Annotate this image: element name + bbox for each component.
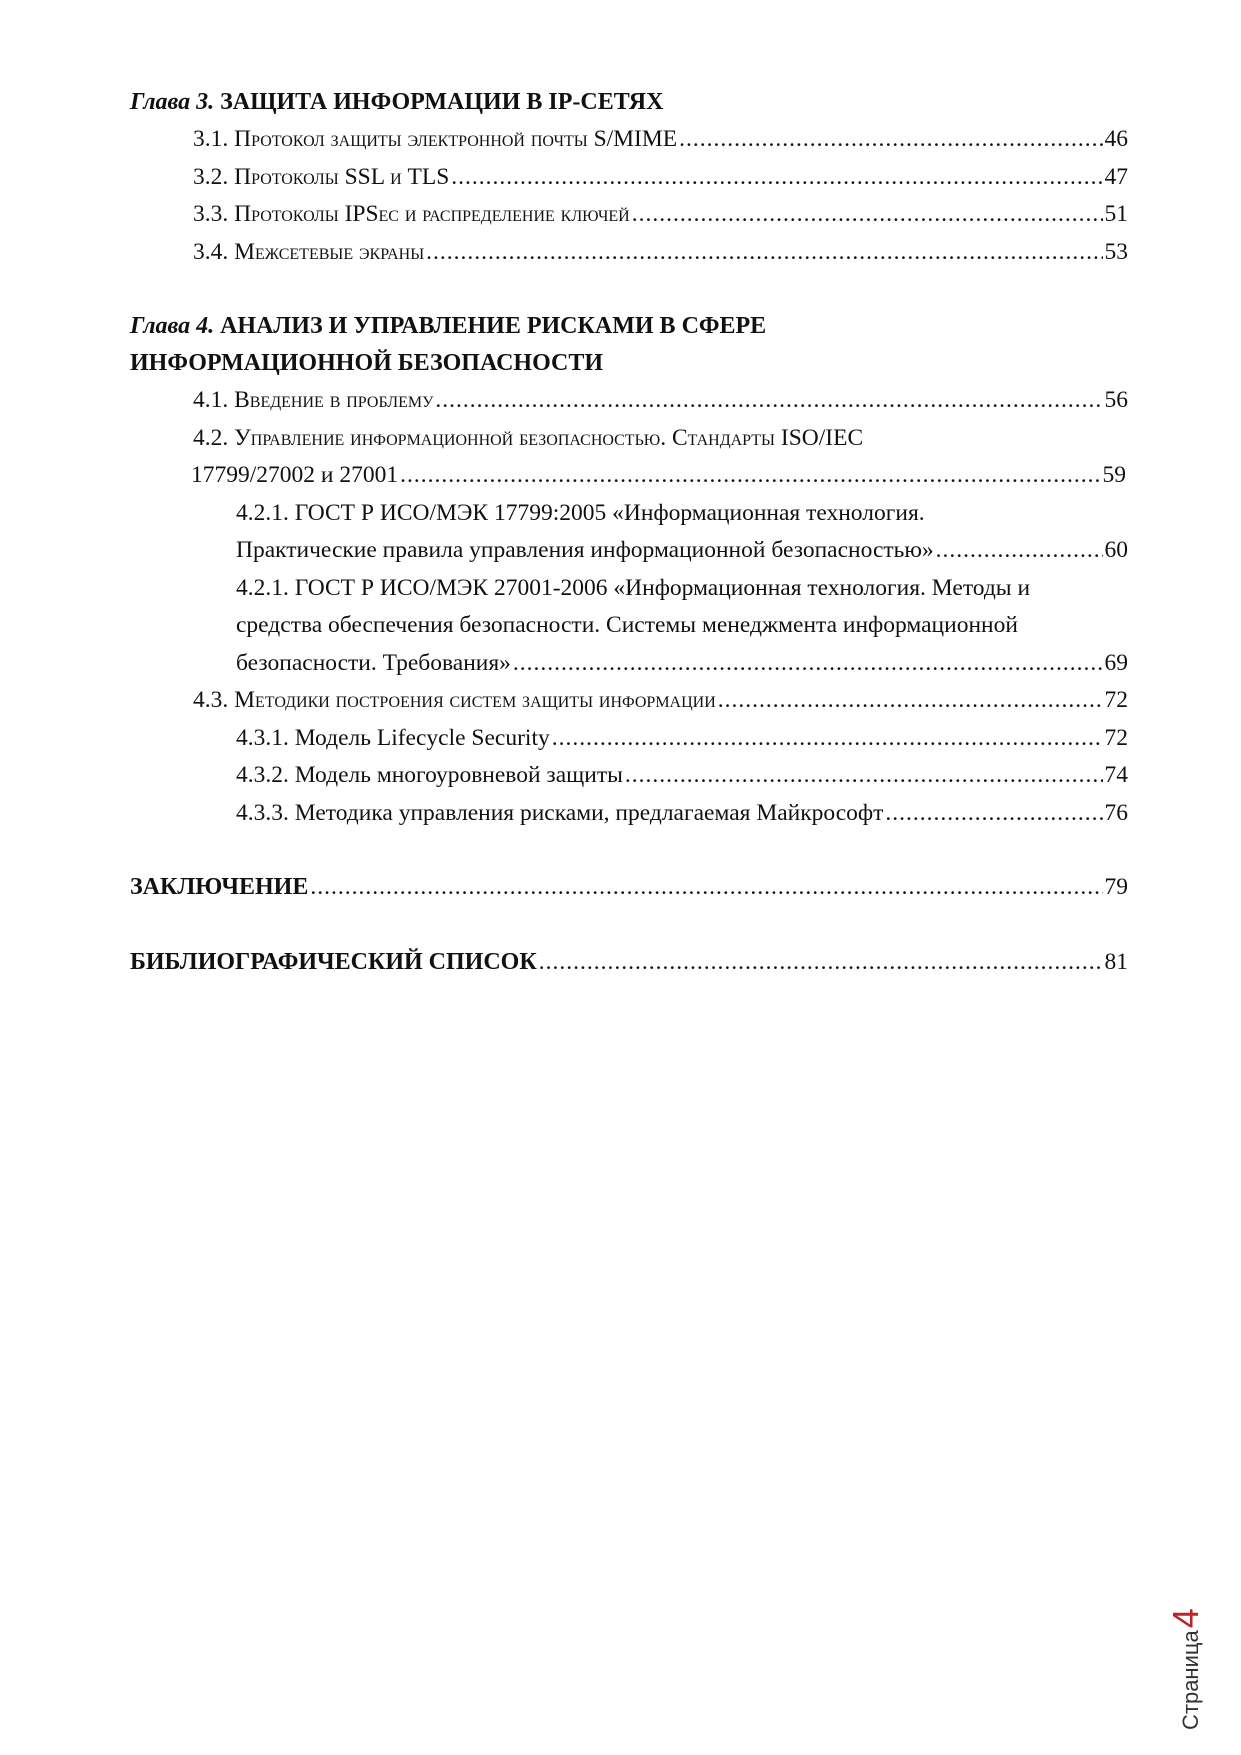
toc-entry-4-3[interactable] [130, 682, 1128, 720]
toc-entry-text: БИБЛИОГРАФИЧЕСКИЙ СПИСОК [130, 948, 537, 975]
toc-entry-3-1[interactable] [130, 121, 1128, 159]
chapter-3-title: ЗАЩИТА ИНФОРМАЦИИ В IP-СЕТЯХ [220, 89, 664, 115]
dot-leader [625, 757, 1103, 795]
page-number: 4 [1165, 1608, 1206, 1629]
toc-entry-page: 60 [1104, 537, 1128, 563]
toc-entry-text: Протокол защиты электронной почты S/MIME [234, 126, 678, 152]
toc-entry-4-3-2[interactable] [130, 757, 1128, 795]
toc-entry-page: 47 [1104, 163, 1128, 190]
toc-entry-text-line1: 4.2.1. ГОСТ Р ИСО/МЭК 17799:2005 «Информационная технология. [236, 499, 925, 526]
chapter-4-title-line1: АНАЛИЗ И УПРАВЛЕНИЕ РИСКАМИ В СФЕРЕ [220, 313, 767, 339]
dot-leader [426, 234, 1102, 272]
toc-entry-text: Методики построения систем защиты информации [234, 687, 716, 713]
toc-entry-number: 3.1. [193, 126, 229, 152]
toc-entry-text-line2: средства обеспечения безопасности. Системы менеджмента информационной [236, 612, 1018, 638]
toc-entry-page: 81 [1104, 948, 1128, 975]
toc-entry-page: 56 [1104, 387, 1128, 413]
toc-entry-page: 51 [1104, 201, 1128, 227]
toc-entry-text: Протоколы SSL и TLS [234, 163, 450, 190]
toc-entry-text-line2: 17799/27002 и 27001 [191, 462, 399, 488]
table-of-contents [130, 84, 1128, 981]
dot-leader [632, 196, 1103, 234]
dot-leader [310, 869, 1102, 907]
page-footer [1165, 1600, 1205, 1730]
dot-leader [539, 944, 1103, 982]
toc-entry-bibliography[interactable] [130, 944, 1128, 982]
toc-entry-number: 3.4. [193, 238, 229, 265]
chapter-4-heading [130, 308, 1128, 382]
dot-leader [435, 382, 1102, 420]
toc-entry-text: 4.3.3. Методика управления рисками, предлагаемая Майкрософт [236, 799, 884, 826]
toc-entry-page: 53 [1104, 238, 1128, 265]
toc-entry-text-line3: безопасности. Требования» [236, 649, 511, 676]
toc-entry-4-3-3[interactable] [130, 795, 1128, 833]
chapter-4-label: Глава 4. [130, 313, 215, 339]
dot-leader [679, 121, 1102, 159]
toc-entry-page: 69 [1104, 649, 1128, 676]
page-number-badge [1165, 1608, 1207, 1730]
toc-entry-text: ЗАКЛЮЧЕНИЕ [130, 874, 309, 900]
toc-entry-page: 76 [1104, 799, 1128, 826]
dot-leader [885, 795, 1102, 833]
toc-entry-page: 74 [1104, 762, 1128, 788]
toc-entry-3-4[interactable] [130, 234, 1128, 272]
toc-entry-number: 4.1. [193, 387, 229, 413]
toc-entry-number: 4.3. [193, 687, 229, 713]
section-spacer [130, 832, 1128, 869]
toc-entry-text: 4.3.2. Модель многоуровневой защиты [236, 762, 623, 788]
dot-leader [513, 645, 1103, 683]
dot-leader [400, 457, 1100, 495]
toc-entry-page: 72 [1104, 724, 1128, 751]
section-spacer [130, 271, 1128, 308]
dot-leader [451, 159, 1102, 197]
toc-entry-text-line1: 4.2.1. ГОСТ Р ИСО/МЭК 27001-2006 «Информационная технология. Методы и [236, 574, 1031, 601]
toc-entry-3-3[interactable] [130, 196, 1128, 234]
toc-entry-page: 59 [1102, 462, 1126, 488]
toc-entry-4-2-1-a[interactable] [130, 495, 1128, 570]
toc-entry-4-3-1[interactable] [130, 720, 1128, 758]
toc-entry-number: 3.2. [193, 163, 229, 190]
chapter-3-label: Глава 3. [130, 89, 215, 115]
toc-entry-page: 79 [1104, 874, 1128, 900]
toc-entry-text: Протоколы IPSec и распределение ключей [234, 201, 630, 227]
chapter-3-heading [130, 84, 1128, 121]
toc-entry-4-2[interactable] [130, 420, 1128, 495]
toc-entry-text-line2: Практические правила управления информационной безопасностью» [236, 537, 934, 563]
chapter-4-title-line2: ИНФОРМАЦИОННОЙ БЕЗОПАСНОСТИ [130, 350, 604, 376]
toc-entry-text: Межсетевые экраны [234, 238, 425, 265]
dot-leader [936, 532, 1103, 570]
toc-entry-page: 72 [1104, 687, 1128, 713]
page-label: Страница [1178, 1630, 1203, 1730]
toc-entry-page: 46 [1104, 126, 1128, 152]
toc-entry-number: 3.3. [193, 201, 229, 227]
toc-entry-text: Введение в проблему [234, 387, 434, 413]
toc-entry-number: 4.2. [193, 424, 229, 451]
toc-entry-4-1[interactable] [130, 382, 1128, 420]
section-spacer [130, 907, 1128, 944]
toc-entry-4-2-1-b[interactable] [130, 570, 1128, 683]
dot-leader [552, 720, 1103, 758]
toc-entry-text: 4.3.1. Модель Lifecycle Security [236, 724, 550, 751]
dot-leader [718, 682, 1103, 720]
toc-entry-conclusion[interactable] [130, 869, 1128, 907]
toc-entry-text-line1: Управление информационной безопасностью. Стандарты ISO/IEC [234, 424, 864, 451]
toc-entry-3-2[interactable] [130, 159, 1128, 197]
